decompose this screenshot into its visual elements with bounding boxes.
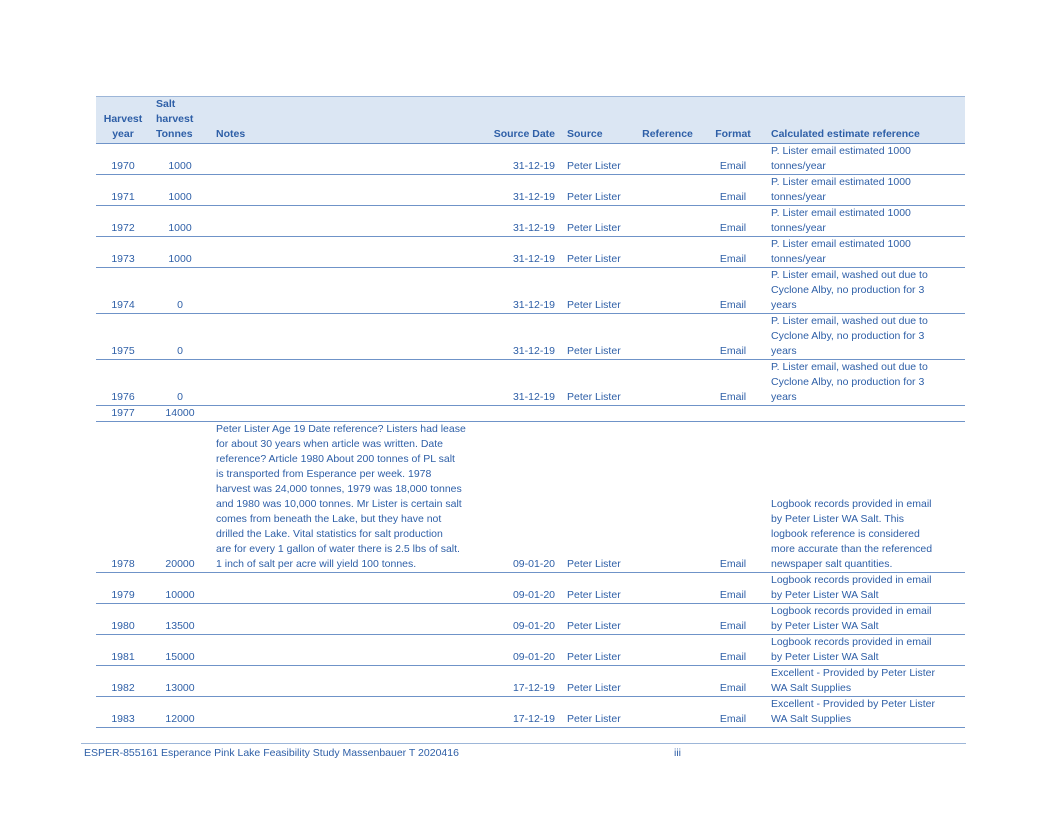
cell-calculated-estimate: P. Lister email estimated 1000 tonnes/year [765,144,965,175]
cell-source-date [484,406,561,422]
cell-harvest-year: 1982 [96,666,150,697]
cell-format [701,406,765,422]
table-body [96,144,965,728]
cell-reference [634,573,701,604]
cell-tonnes: 0 [150,268,210,314]
cell-reference [634,604,701,635]
cell-harvest-year: 1972 [96,206,150,237]
cell-source: Peter Lister [561,268,634,314]
cell-format: Email [701,604,765,635]
salt-harvest-table-container [96,96,965,728]
table-row [96,237,965,268]
table-row [96,697,965,728]
table-row [96,175,965,206]
cell-source: Peter Lister [561,237,634,268]
cell-format: Email [701,237,765,268]
cell-source: Peter Lister [561,144,634,175]
cell-calculated-estimate: Logbook records provided in email by Peter Lister WA Salt [765,573,965,604]
cell-harvest-year: 1976 [96,360,150,406]
cell-tonnes: 1000 [150,237,210,268]
cell-calculated-estimate: P. Lister email, washed out due to Cyclone Alby, no production for 3 years [765,268,965,314]
cell-calculated-estimate [765,406,965,422]
cell-harvest-year: 1975 [96,314,150,360]
cell-harvest-year: 1979 [96,573,150,604]
cell-source-date: 17-12-19 [484,666,561,697]
cell-format: Email [701,422,765,573]
cell-calculated-estimate: Excellent - Provided by Peter Lister WA Salt Supplies [765,666,965,697]
cell-source: Peter Lister [561,573,634,604]
cell-notes [210,406,484,422]
cell-source-date: 31-12-19 [484,268,561,314]
cell-format: Email [701,268,765,314]
cell-reference [634,268,701,314]
cell-source-date: 31-12-19 [484,237,561,268]
cell-notes [210,268,484,314]
cell-source: Peter Lister [561,175,634,206]
cell-reference [634,314,701,360]
cell-format: Email [701,573,765,604]
cell-format: Email [701,360,765,406]
cell-notes [210,573,484,604]
cell-harvest-year: 1978 [96,422,150,573]
header-source: Source [561,97,634,144]
cell-harvest-year: 1977 [96,406,150,422]
cell-harvest-year: 1983 [96,697,150,728]
cell-source: Peter Lister [561,666,634,697]
cell-notes [210,697,484,728]
table-row [96,360,965,406]
cell-source: Peter Lister [561,697,634,728]
page-footer [81,743,966,759]
cell-source-date: 31-12-19 [484,144,561,175]
cell-reference [634,175,701,206]
cell-notes [210,206,484,237]
cell-notes [210,175,484,206]
salt-harvest-table [96,96,965,728]
cell-tonnes: 14000 [150,406,210,422]
cell-source-date: 31-12-19 [484,314,561,360]
table-row [96,268,965,314]
cell-source-date: 09-01-20 [484,635,561,666]
cell-format: Email [701,175,765,206]
cell-source-date: 09-01-20 [484,573,561,604]
cell-notes [210,144,484,175]
cell-tonnes: 1000 [150,144,210,175]
cell-source: Peter Lister [561,604,634,635]
header-format: Format [701,97,765,144]
page-number: iii [674,747,681,759]
cell-calculated-estimate: P. Lister email, washed out due to Cyclone Alby, no production for 3 years [765,314,965,360]
cell-calculated-estimate: Excellent - Provided by Peter Lister WA Salt Supplies [765,697,965,728]
cell-tonnes: 0 [150,360,210,406]
cell-source: Peter Lister [561,360,634,406]
cell-format: Email [701,635,765,666]
header-reference: Reference [634,97,701,144]
cell-source-date: 31-12-19 [484,360,561,406]
cell-source: Peter Lister [561,422,634,573]
table-row [96,422,965,573]
cell-harvest-year: 1971 [96,175,150,206]
cell-notes [210,360,484,406]
table-row [96,604,965,635]
table-row [96,666,965,697]
cell-reference [634,635,701,666]
cell-reference [634,697,701,728]
cell-format: Email [701,206,765,237]
cell-source: Peter Lister [561,206,634,237]
cell-calculated-estimate: P. Lister email estimated 1000 tonnes/year [765,206,965,237]
cell-tonnes: 15000 [150,635,210,666]
cell-source: Peter Lister [561,635,634,666]
cell-calculated-estimate: Logbook records provided in email by Peter Lister WA Salt [765,635,965,666]
cell-calculated-estimate: P. Lister email estimated 1000 tonnes/year [765,175,965,206]
cell-tonnes: 13000 [150,666,210,697]
cell-reference [634,144,701,175]
table-row [96,573,965,604]
table-row [96,206,965,237]
cell-format: Email [701,144,765,175]
cell-notes: Peter Lister Age 19 Date reference? Listers had lease for about 30 years when article was written. Date reference? Article 1980 About 200 tonnes of PL salt is transported from Esperance per week. 1978 harvest was 24,000 tonnes, 1979 was 18,000 tonnes and 1980 was 10,000 tonnes. Mr Lister is certain salt comes from beneath the Lake, but they have not drilled the Lake. Vital statistics for salt production are for every 1 gallon of water there is 2.5 lbs of salt. 1 inch of salt per acre will yield 100 tonnes. [210,422,484,573]
cell-notes [210,237,484,268]
cell-harvest-year: 1981 [96,635,150,666]
header-notes: Notes [210,97,484,144]
cell-notes [210,604,484,635]
cell-reference [634,422,701,573]
table-row [96,144,965,175]
footer-document-id: ESPER-855161 Esperance Pink Lake Feasibility Study Massenbauer T 2020416 [84,747,459,759]
cell-source-date: 31-12-19 [484,175,561,206]
cell-source-date: 17-12-19 [484,697,561,728]
cell-harvest-year: 1970 [96,144,150,175]
cell-notes [210,314,484,360]
cell-reference [634,406,701,422]
cell-format: Email [701,314,765,360]
cell-calculated-estimate: Logbook records provided in email by Peter Lister WA Salt [765,604,965,635]
cell-notes [210,666,484,697]
cell-harvest-year: 1980 [96,604,150,635]
header-source-date: Source Date [484,97,561,144]
cell-tonnes: 10000 [150,573,210,604]
header-harvest-year: Harvest year [96,97,150,144]
table-row [96,635,965,666]
cell-format: Email [701,697,765,728]
cell-source: Peter Lister [561,314,634,360]
header-salt-harvest-tonnes: Salt harvest Tonnes [150,97,210,144]
cell-source-date: 31-12-19 [484,206,561,237]
cell-harvest-year: 1973 [96,237,150,268]
cell-reference [634,666,701,697]
header-calculated-estimate-reference: Calculated estimate reference [765,97,965,144]
cell-source [561,406,634,422]
cell-format: Email [701,666,765,697]
table-header [96,97,965,144]
cell-tonnes: 0 [150,314,210,360]
cell-reference [634,360,701,406]
cell-tonnes: 12000 [150,697,210,728]
cell-tonnes: 13500 [150,604,210,635]
cell-tonnes: 20000 [150,422,210,573]
cell-calculated-estimate: P. Lister email, washed out due to Cyclone Alby, no production for 3 years [765,360,965,406]
cell-notes [210,635,484,666]
table-row [96,406,965,422]
cell-harvest-year: 1974 [96,268,150,314]
cell-tonnes: 1000 [150,206,210,237]
cell-calculated-estimate: P. Lister email estimated 1000 tonnes/year [765,237,965,268]
cell-reference [634,206,701,237]
cell-source-date: 09-01-20 [484,604,561,635]
cell-source-date: 09-01-20 [484,422,561,573]
cell-tonnes: 1000 [150,175,210,206]
table-row [96,314,965,360]
cell-calculated-estimate: Logbook records provided in email by Peter Lister WA Salt. This logbook reference is considered more accurate than the referenced newspaper salt quantities. [765,422,965,573]
cell-reference [634,237,701,268]
